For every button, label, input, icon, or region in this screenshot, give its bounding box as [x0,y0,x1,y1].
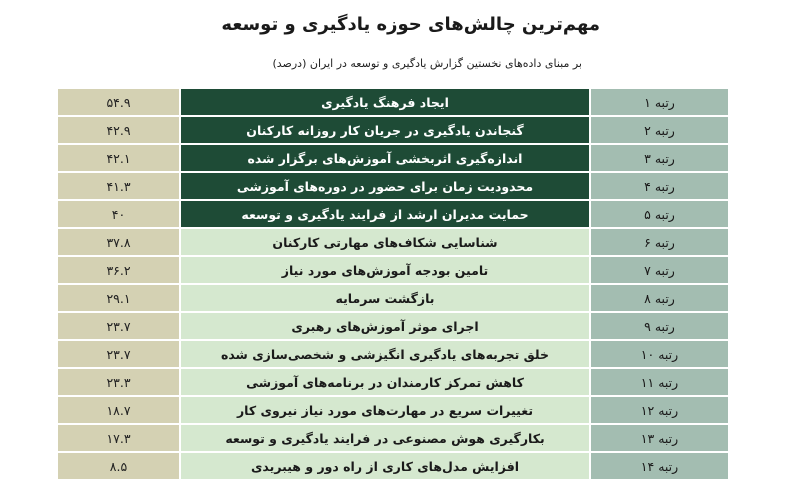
rank-cell: رتبه ۱ [591,89,728,115]
table-row [58,144,728,172]
table-row [58,256,728,284]
challenge-name-cell: خلق تجربه‌های یادگیری انگیزشی و شخصی‌سازی شده [181,341,589,367]
percent-value-cell: ۴۰ [58,201,179,227]
table-row [58,228,728,256]
percent-value-cell: ۲۳.۷ [58,341,179,367]
challenge-name-cell: افزایش مدل‌های کاری از راه دور و هیبریدی [181,453,589,479]
challenge-name-cell: تامین بودجه آموزش‌های مورد نیاز [181,257,589,283]
chart-subtitle: بر مبنای داده‌های نخستین گزارش یادگیری و توسعه در ایران (درصد) [272,57,582,70]
challenge-name-cell: بکارگیری هوش مصنوعی در فرایند یادگیری و توسعه [181,425,589,451]
percent-value-cell: ۳۷.۸ [58,229,179,255]
rank-cell: رتبه ۶ [591,229,728,255]
table-row [58,88,728,116]
challenge-name-cell: کاهش تمرکز کارمندان در برنامه‌های آموزشی [181,369,589,395]
challenge-name-cell: تغییرات سریع در مهارت‌های مورد نیاز نیروی کار [181,397,589,423]
table-row [58,340,728,368]
percent-value-cell: ۴۲.۹ [58,117,179,143]
percent-value-cell: ۴۱.۳ [58,173,179,199]
table-row [58,200,728,228]
challenges-table [58,88,728,480]
table-row [58,396,728,424]
percent-value-cell: ۸.۵ [58,453,179,479]
challenge-name-cell: اندازه‌گیری اثربخشی آموزش‌های برگزار شده [181,145,589,171]
challenge-name-cell: ایجاد فرهنگ یادگیری [181,89,589,115]
challenge-name-cell: حمایت مدیران ارشد از فرایند یادگیری و توسعه [181,201,589,227]
table-row [58,172,728,200]
rank-cell: رتبه ۲ [591,117,728,143]
challenge-name-cell: گنجاندن یادگیری در جریان کار روزانه کارکنان [181,117,589,143]
rank-cell: رتبه ۵ [591,201,728,227]
rank-cell: رتبه ۸ [591,285,728,311]
table-row [58,452,728,480]
percent-value-cell: ۱۷.۳ [58,425,179,451]
percent-value-cell: ۱۸.۷ [58,397,179,423]
table-row [58,116,728,144]
percent-value-cell: ۲۳.۳ [58,369,179,395]
percent-value-cell: ۲۹.۱ [58,285,179,311]
chart-title: مهم‌ترین چالش‌های حوزه یادگیری و توسعه [221,14,600,35]
percent-value-cell: ۴۲.۱ [58,145,179,171]
table-row [58,312,728,340]
rank-cell: رتبه ۱۱ [591,369,728,395]
challenge-name-cell: بازگشت سرمایه [181,285,589,311]
table-row [58,424,728,452]
rank-cell: رتبه ۱۳ [591,425,728,451]
table-row [58,284,728,312]
challenge-name-cell: شناسایی شکاف‌های مهارتی کارکنان [181,229,589,255]
rank-cell: رتبه ۷ [591,257,728,283]
percent-value-cell: ۲۳.۷ [58,313,179,339]
table-row [58,368,728,396]
rank-cell: رتبه ۴ [591,173,728,199]
challenge-name-cell: اجرای موثر آموزش‌های رهبری [181,313,589,339]
rank-cell: رتبه ۹ [591,313,728,339]
rank-cell: رتبه ۱۴ [591,453,728,479]
challenge-name-cell: محدودیت زمان برای حضور در دوره‌های آموزشی [181,173,589,199]
percent-value-cell: ۵۴.۹ [58,89,179,115]
rank-cell: رتبه ۳ [591,145,728,171]
percent-value-cell: ۳۶.۲ [58,257,179,283]
rank-cell: رتبه ۱۲ [591,397,728,423]
rank-cell: رتبه ۱۰ [591,341,728,367]
